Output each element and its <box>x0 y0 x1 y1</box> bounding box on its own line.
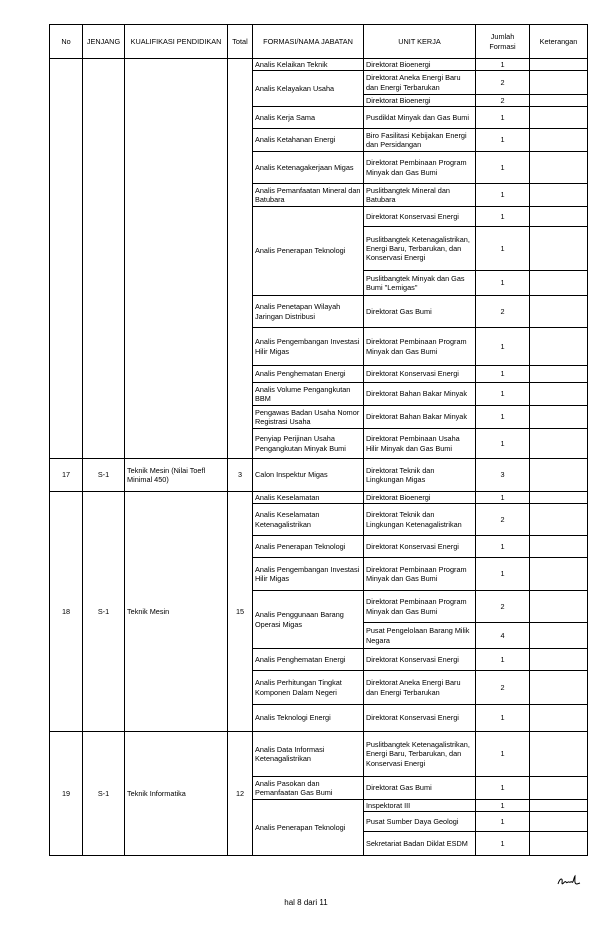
formasi-cell: Analis Data Informasi Ketenagalistrikan <box>253 732 364 777</box>
keterangan-cell <box>530 649 588 671</box>
unit-kerja-cell: Direktorat Konservasi Energi <box>364 649 476 671</box>
jumlah-formasi-cell: 1 <box>476 800 530 812</box>
jenjang-cell: S-1 <box>83 492 125 732</box>
keterangan-cell <box>530 800 588 812</box>
jumlah-formasi-cell: 1 <box>476 536 530 558</box>
jenjang-cell: S-1 <box>83 459 125 492</box>
keterangan-cell <box>530 107 588 129</box>
total-cell: 15 <box>228 492 253 732</box>
jumlah-formasi-cell: 2 <box>476 71 530 95</box>
table-row <box>50 492 588 504</box>
jenjang-cell <box>83 59 125 459</box>
jumlah-formasi-cell: 1 <box>476 383 530 406</box>
jenjang-cell: S-1 <box>83 732 125 856</box>
keterangan-cell <box>530 623 588 649</box>
header-jumlah-formasi: Jumlah Formasi <box>476 25 530 59</box>
keterangan-cell <box>530 591 588 623</box>
keterangan-cell <box>530 832 588 856</box>
jumlah-formasi-cell: 2 <box>476 671 530 705</box>
keterangan-cell <box>530 296 588 328</box>
formasi-cell: Analis Pengembangan Investasi Hilir Migas <box>253 328 364 366</box>
header-no: No <box>50 25 83 59</box>
formasi-cell: Analis Kelayakan Usaha <box>253 71 364 107</box>
header-kualifikasi: KUALIFIKASI PENDIDIKAN <box>125 25 228 59</box>
keterangan-cell <box>530 671 588 705</box>
keterangan-cell <box>530 271 588 296</box>
unit-kerja-cell: Direktorat Aneka Energi Baru dan Energi Terbarukan <box>364 671 476 705</box>
keterangan-cell <box>530 732 588 777</box>
unit-kerja-cell: Direktorat Pembinaan Program Minyak dan Gas Bumi <box>364 558 476 591</box>
jumlah-formasi-cell: 1 <box>476 107 530 129</box>
keterangan-cell <box>530 459 588 492</box>
unit-kerja-cell: Direktorat Pembinaan Program Minyak dan Gas Bumi <box>364 591 476 623</box>
jumlah-formasi-cell: 1 <box>476 184 530 207</box>
signature-initial <box>556 874 582 888</box>
kualifikasi-cell: Teknik Informatika <box>125 732 228 856</box>
table-row <box>50 59 588 71</box>
formasi-cell: Analis Kelaikan Teknik <box>253 59 364 71</box>
unit-kerja-cell: Direktorat Teknik dan Lingkungan Migas <box>364 459 476 492</box>
unit-kerja-cell: Puslitbangtek Mineral dan Batubara <box>364 184 476 207</box>
keterangan-cell <box>530 429 588 459</box>
jumlah-formasi-cell: 4 <box>476 623 530 649</box>
formasi-cell: Analis Penerapan Teknologi <box>253 536 364 558</box>
formasi-cell: Analis Penerapan Teknologi <box>253 800 364 856</box>
jumlah-formasi-cell: 1 <box>476 271 530 296</box>
jumlah-formasi-cell: 3 <box>476 459 530 492</box>
formasi-cell: Analis Pemanfaatan Mineral dan Batubara <box>253 184 364 207</box>
formasi-cell: Analis Kerja Sama <box>253 107 364 129</box>
unit-kerja-cell: Direktorat Konservasi Energi <box>364 366 476 383</box>
header-formasi: FORMASI/NAMA JABATAN <box>253 25 364 59</box>
kualifikasi-cell: Teknik Mesin <box>125 492 228 732</box>
unit-kerja-cell: Direktorat Bahan Bakar Minyak <box>364 383 476 406</box>
jumlah-formasi-cell: 2 <box>476 95 530 107</box>
total-cell <box>228 59 253 459</box>
jumlah-formasi-cell: 1 <box>476 558 530 591</box>
keterangan-cell <box>530 152 588 184</box>
table-row <box>50 732 588 777</box>
header-total: Total <box>228 25 253 59</box>
keterangan-cell <box>530 59 588 71</box>
table-header-row <box>50 25 588 59</box>
keterangan-cell <box>530 812 588 832</box>
formasi-cell: Analis Ketenagakerjaan Migas <box>253 152 364 184</box>
formasi-cell: Analis Keselamatan Ketenagalistrikan <box>253 504 364 536</box>
unit-kerja-cell: Direktorat Gas Bumi <box>364 777 476 800</box>
formasi-cell: Analis Pengembangan Investasi Hilir Migas <box>253 558 364 591</box>
unit-kerja-cell: Puslitbangtek Ketenagalistrikan, Energi Baru, Terbarukan, dan Konservasi Energi <box>364 732 476 777</box>
kualifikasi-cell <box>125 59 228 459</box>
jumlah-formasi-cell: 1 <box>476 429 530 459</box>
header-jenjang: JENJANG <box>83 25 125 59</box>
keterangan-cell <box>530 207 588 227</box>
formasi-cell: Analis Teknologi Energi <box>253 705 364 732</box>
formasi-cell: Analis Ketahanan Energi <box>253 129 364 152</box>
jumlah-formasi-cell: 1 <box>476 328 530 366</box>
keterangan-cell <box>530 504 588 536</box>
unit-kerja-cell: Pusat Pengelolaan Barang Milik Negara <box>364 623 476 649</box>
jumlah-formasi-cell: 1 <box>476 832 530 856</box>
formasi-table <box>49 24 588 856</box>
unit-kerja-cell: Sekretariat Badan Diklat ESDM <box>364 832 476 856</box>
jumlah-formasi-cell: 1 <box>476 777 530 800</box>
jumlah-formasi-cell: 1 <box>476 152 530 184</box>
keterangan-cell <box>530 227 588 271</box>
formasi-cell: Analis Pasokan dan Pemanfaatan Gas Bumi <box>253 777 364 800</box>
jumlah-formasi-cell: 2 <box>476 504 530 536</box>
unit-kerja-cell: Direktorat Bioenergi <box>364 492 476 504</box>
unit-kerja-cell: Pusdiklat Minyak dan Gas Bumi <box>364 107 476 129</box>
unit-kerja-cell: Direktorat Pembinaan Program Minyak dan Gas Bumi <box>364 152 476 184</box>
jumlah-formasi-cell: 1 <box>476 59 530 71</box>
jumlah-formasi-cell: 1 <box>476 366 530 383</box>
no-cell <box>50 59 83 459</box>
keterangan-cell <box>530 184 588 207</box>
jumlah-formasi-cell: 2 <box>476 296 530 328</box>
keterangan-cell <box>530 71 588 95</box>
no-cell: 19 <box>50 732 83 856</box>
formasi-cell: Analis Keselamatan <box>253 492 364 504</box>
kualifikasi-cell: Teknik Mesin (Nilai Toefl Minimal 450) <box>125 459 228 492</box>
formasi-cell: Analis Perhitungan Tingkat Komponen Dalam Negeri <box>253 671 364 705</box>
unit-kerja-cell: Direktorat Konservasi Energi <box>364 536 476 558</box>
keterangan-cell <box>530 95 588 107</box>
no-cell: 17 <box>50 459 83 492</box>
keterangan-cell <box>530 558 588 591</box>
keterangan-cell <box>530 366 588 383</box>
unit-kerja-cell: Puslitbangtek Ketenagalistrikan, Energi Baru, Terbarukan, dan Konservasi Energi <box>364 227 476 271</box>
unit-kerja-cell: Direktorat Konservasi Energi <box>364 207 476 227</box>
jumlah-formasi-cell: 2 <box>476 591 530 623</box>
unit-kerja-cell: Biro Fasilitasi Kebijakan Energi dan Persidangan <box>364 129 476 152</box>
unit-kerja-cell: Direktorat Bahan Bakar Minyak <box>364 406 476 429</box>
jumlah-formasi-cell: 1 <box>476 227 530 271</box>
formasi-cell: Calon Inspektur Migas <box>253 459 364 492</box>
keterangan-cell <box>530 406 588 429</box>
unit-kerja-cell: Direktorat Konservasi Energi <box>364 705 476 732</box>
page-number: hal 8 dari 11 <box>284 898 328 907</box>
jumlah-formasi-cell: 1 <box>476 207 530 227</box>
unit-kerja-cell: Direktorat Aneka Energi Baru dan Energi Terbarukan <box>364 71 476 95</box>
formasi-cell: Penyiap Perijinan Usaha Pengangkutan Minyak Bumi <box>253 429 364 459</box>
keterangan-cell <box>530 328 588 366</box>
formasi-cell: Analis Penggunaan Barang Operasi Migas <box>253 591 364 649</box>
jumlah-formasi-cell: 1 <box>476 732 530 777</box>
jumlah-formasi-cell: 1 <box>476 492 530 504</box>
unit-kerja-cell: Inspektorat III <box>364 800 476 812</box>
formasi-cell: Pengawas Badan Usaha Nomor Registrasi Usaha <box>253 406 364 429</box>
keterangan-cell <box>530 129 588 152</box>
unit-kerja-cell: Pusat Sumber Daya Geologi <box>364 812 476 832</box>
unit-kerja-cell: Direktorat Pembinaan Program Minyak dan Gas Bumi <box>364 328 476 366</box>
keterangan-cell <box>530 536 588 558</box>
total-cell: 3 <box>228 459 253 492</box>
jumlah-formasi-cell: 1 <box>476 812 530 832</box>
formasi-cell: Analis Volume Pengangkutan BBM <box>253 383 364 406</box>
header-unit-kerja: UNIT KERJA <box>364 25 476 59</box>
table-row <box>50 459 588 492</box>
jumlah-formasi-cell: 1 <box>476 406 530 429</box>
unit-kerja-cell: Direktorat Pembinaan Usaha Hilir Minyak dan Gas Bumi <box>364 429 476 459</box>
keterangan-cell <box>530 383 588 406</box>
jumlah-formasi-cell: 1 <box>476 649 530 671</box>
jumlah-formasi-cell: 1 <box>476 705 530 732</box>
keterangan-cell <box>530 492 588 504</box>
formasi-cell: Analis Penetapan Wilayah Jaringan Distribusi <box>253 296 364 328</box>
header-keterangan: Keterangan <box>530 25 588 59</box>
total-cell: 12 <box>228 732 253 856</box>
no-cell: 18 <box>50 492 83 732</box>
keterangan-cell <box>530 777 588 800</box>
formasi-cell: Analis Penghematan Energi <box>253 366 364 383</box>
unit-kerja-cell: Direktorat Bioenergi <box>364 95 476 107</box>
unit-kerja-cell: Direktorat Gas Bumi <box>364 296 476 328</box>
unit-kerja-cell: Direktorat Bioenergi <box>364 59 476 71</box>
formasi-cell: Analis Penghematan Energi <box>253 649 364 671</box>
unit-kerja-cell: Puslitbangtek Minyak dan Gas Bumi "Lemigas" <box>364 271 476 296</box>
formasi-cell: Analis Penerapan Teknologi <box>253 207 364 296</box>
keterangan-cell <box>530 705 588 732</box>
unit-kerja-cell: Direktorat Teknik dan Lingkungan Ketenagalistrikan <box>364 504 476 536</box>
jumlah-formasi-cell: 1 <box>476 129 530 152</box>
